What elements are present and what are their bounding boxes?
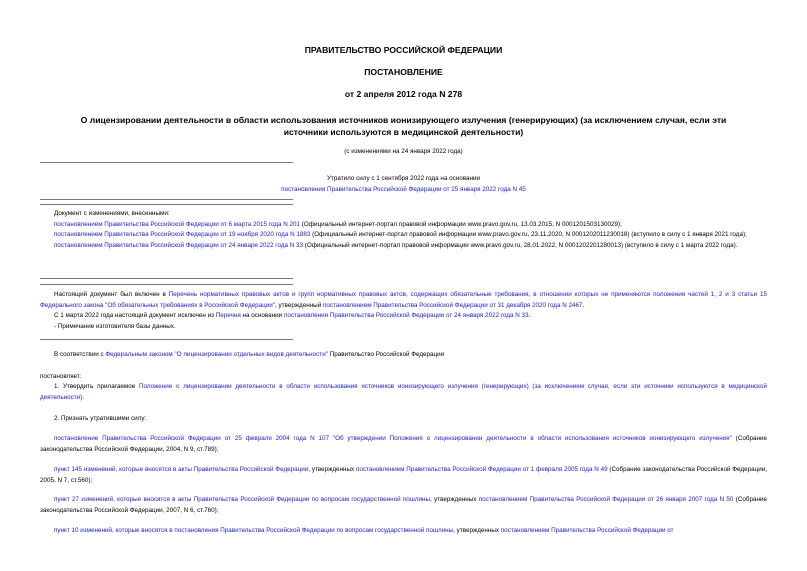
change-source: (Официальный интернет-портал правовой информации www.pravo.gov.ru, 28.01.2022, N 0001202201280013) (вступило в силу с 1 марта 2022 года). xyxy=(303,241,738,249)
item-2: 2. Признать утратившими силу: xyxy=(54,415,147,422)
preamble-text: В соответствии с xyxy=(54,351,106,358)
changes-block xyxy=(40,209,767,251)
repealed-item xyxy=(40,465,767,486)
repealed-decree-link[interactable]: постановлением Правительства Российской Федерации от xyxy=(500,527,674,534)
inclusion-block xyxy=(40,290,767,332)
item-1-text: 1. Утвердить прилагаемое xyxy=(54,383,139,390)
document-date-number: от 2 апреля 2012 года N 278 xyxy=(344,89,463,99)
divider xyxy=(40,199,293,200)
divider xyxy=(40,162,293,163)
regulation-link[interactable]: Положение о лицензировании деятельности в области использования источников ионизирующего излучения (генерирующих) (за исключением случая, если эти источники используются в медицинской деятельности) xyxy=(40,383,767,401)
change-link[interactable]: постановлением Правительства Российской Федерации от 19 ноября 2020 года N 1883 xyxy=(54,231,311,238)
change-item xyxy=(40,230,767,241)
repealed-item xyxy=(40,526,767,537)
amendment-note: (с изменениями на 24 января 2022 года) xyxy=(344,148,463,155)
changes-intro: Документ с изменениями, внесенными: xyxy=(54,210,170,217)
document-title: О лицензировании деятельности в области использования источников ионизирующего излучения (генерирующих) (за исключением случая, если эти источники используются в медицинской деятельности) xyxy=(80,115,727,137)
item-1 xyxy=(40,382,767,403)
repealed-decree-link[interactable]: постановлением Правительства Российской Федерации от 1 февраля 2005 года N 49 xyxy=(355,466,608,473)
repealed-source: (Собрание законодательства Российской Федерации, 2005, N 7, ст.560); xyxy=(40,466,767,484)
inclusion-text: . xyxy=(582,301,585,309)
divider xyxy=(40,278,293,279)
exclusion-decree-link[interactable]: постановления Правительства Российской Федерации от 24 января 2022 года N 33 xyxy=(283,312,529,319)
inclusion-text: , утвержденный xyxy=(275,301,323,309)
repealed-source: (Собрание законодательства Российской Федерации, 2007, N 6, ст.760); xyxy=(40,496,767,514)
government-heading: ПРАВИТЕЛЬСТВО РОССИЙСКОЙ ФЕДЕРАЦИИ xyxy=(304,45,503,55)
inclusion-decree-link[interactable]: постановлением Правительства Российской Федерации от 31 декабря 2020 года N 2467 xyxy=(322,301,583,309)
inclusion-list-link[interactable]: Перечень нормативных правовых актов и групп нормативных правовых актов, содержащих обязательные требования, в отношении которых не применяются положения частей 1, 2 и 3 статьи 15 Федерального закона "Об обязательных требованиях в Российской Федерации" xyxy=(40,291,768,309)
editor-note: - Примечание изготовителя базы данных. xyxy=(54,322,176,330)
exclusion-text: на основании xyxy=(240,312,284,319)
preamble xyxy=(40,350,767,361)
repealed-decree-link[interactable]: постановлением Правительства Российской Федерации от 26 января 2007 года N 50 xyxy=(478,496,734,503)
repealed-text: , утвержденных xyxy=(453,527,501,534)
exclusion-paragraph xyxy=(40,311,767,322)
change-link[interactable]: постановлением Правительства Российской Федерации от 24 января 2022 года N 33 xyxy=(54,241,304,249)
change-item xyxy=(40,220,767,231)
document-type: ПОСТАНОВЛЕНИЕ xyxy=(364,67,443,77)
inclusion-paragraph xyxy=(40,290,767,311)
expiry-notice xyxy=(40,173,767,195)
change-source: (Официальный интернет-портал правовой информации www.pravo.gov.ru, 13.03.2015, N 0001201503130029); xyxy=(300,220,622,228)
repealed-item xyxy=(40,495,767,516)
exclusion-text: . xyxy=(528,312,531,319)
decides: постановляет: xyxy=(40,373,82,380)
inclusion-text: Настоящий документ был включен в xyxy=(54,291,169,298)
repealed-text: , утвержденных xyxy=(430,496,479,503)
change-source: (Официальный интернет-портал правовой информации www.pravo.gov.ru, 23.11.2020, N 0001202011230018) (вступило в силу с 1 января 2021 года); xyxy=(310,231,747,238)
change-item xyxy=(40,241,767,252)
repealed-source: (Собрание законодательства Российской Федерации, 2004, N 9, ст.789); xyxy=(40,435,767,453)
divider xyxy=(40,339,293,340)
divider xyxy=(40,284,293,285)
change-link[interactable]: постановлением Правительства Российской Федерации от 6 марта 2015 года N 201 xyxy=(54,220,301,228)
item-1-text: . xyxy=(82,393,85,401)
divider xyxy=(40,204,293,205)
exclusion-text: С 1 марта 2022 года настоящий документ исключен из xyxy=(54,312,216,319)
repealed-link[interactable]: пункт 145 изменений, которые вносятся в акты Правительства Российской Федерации xyxy=(54,466,309,473)
expiry-text: Утратило силу с 1 сентября 2022 года на основании xyxy=(326,175,480,182)
federal-law-link[interactable]: Федеральным законом "О лицензировании отдельных видов деятельности" xyxy=(105,351,328,358)
repealed-item xyxy=(40,434,767,455)
repealed-link[interactable]: постановление Правительства Российской Федерации от 25 февраля 2004 года N 107 "Об утверждении Положения о лицензировании деятельности в области использования источников ионизирующего излучения" xyxy=(54,435,732,442)
exclusion-list-link[interactable]: Перечня xyxy=(215,312,241,319)
expiry-basis-link[interactable]: постановления Правительства Российской Федерации от 25 января 2022 года N 45 xyxy=(281,186,526,193)
preamble-text: Правительство Российской Федерации xyxy=(327,351,445,358)
repealed-link[interactable]: пункт 10 изменений, которые вносятся в постановления Правительства Российской Федерации по вопросам государственной пошлины xyxy=(54,527,454,534)
repealed-link[interactable]: пункт 27 изменений, которые вносятся в акты Правительства Российской Федерации по вопросам государственной пошлины xyxy=(54,496,431,503)
repealed-text: , утвержденных xyxy=(308,466,356,473)
